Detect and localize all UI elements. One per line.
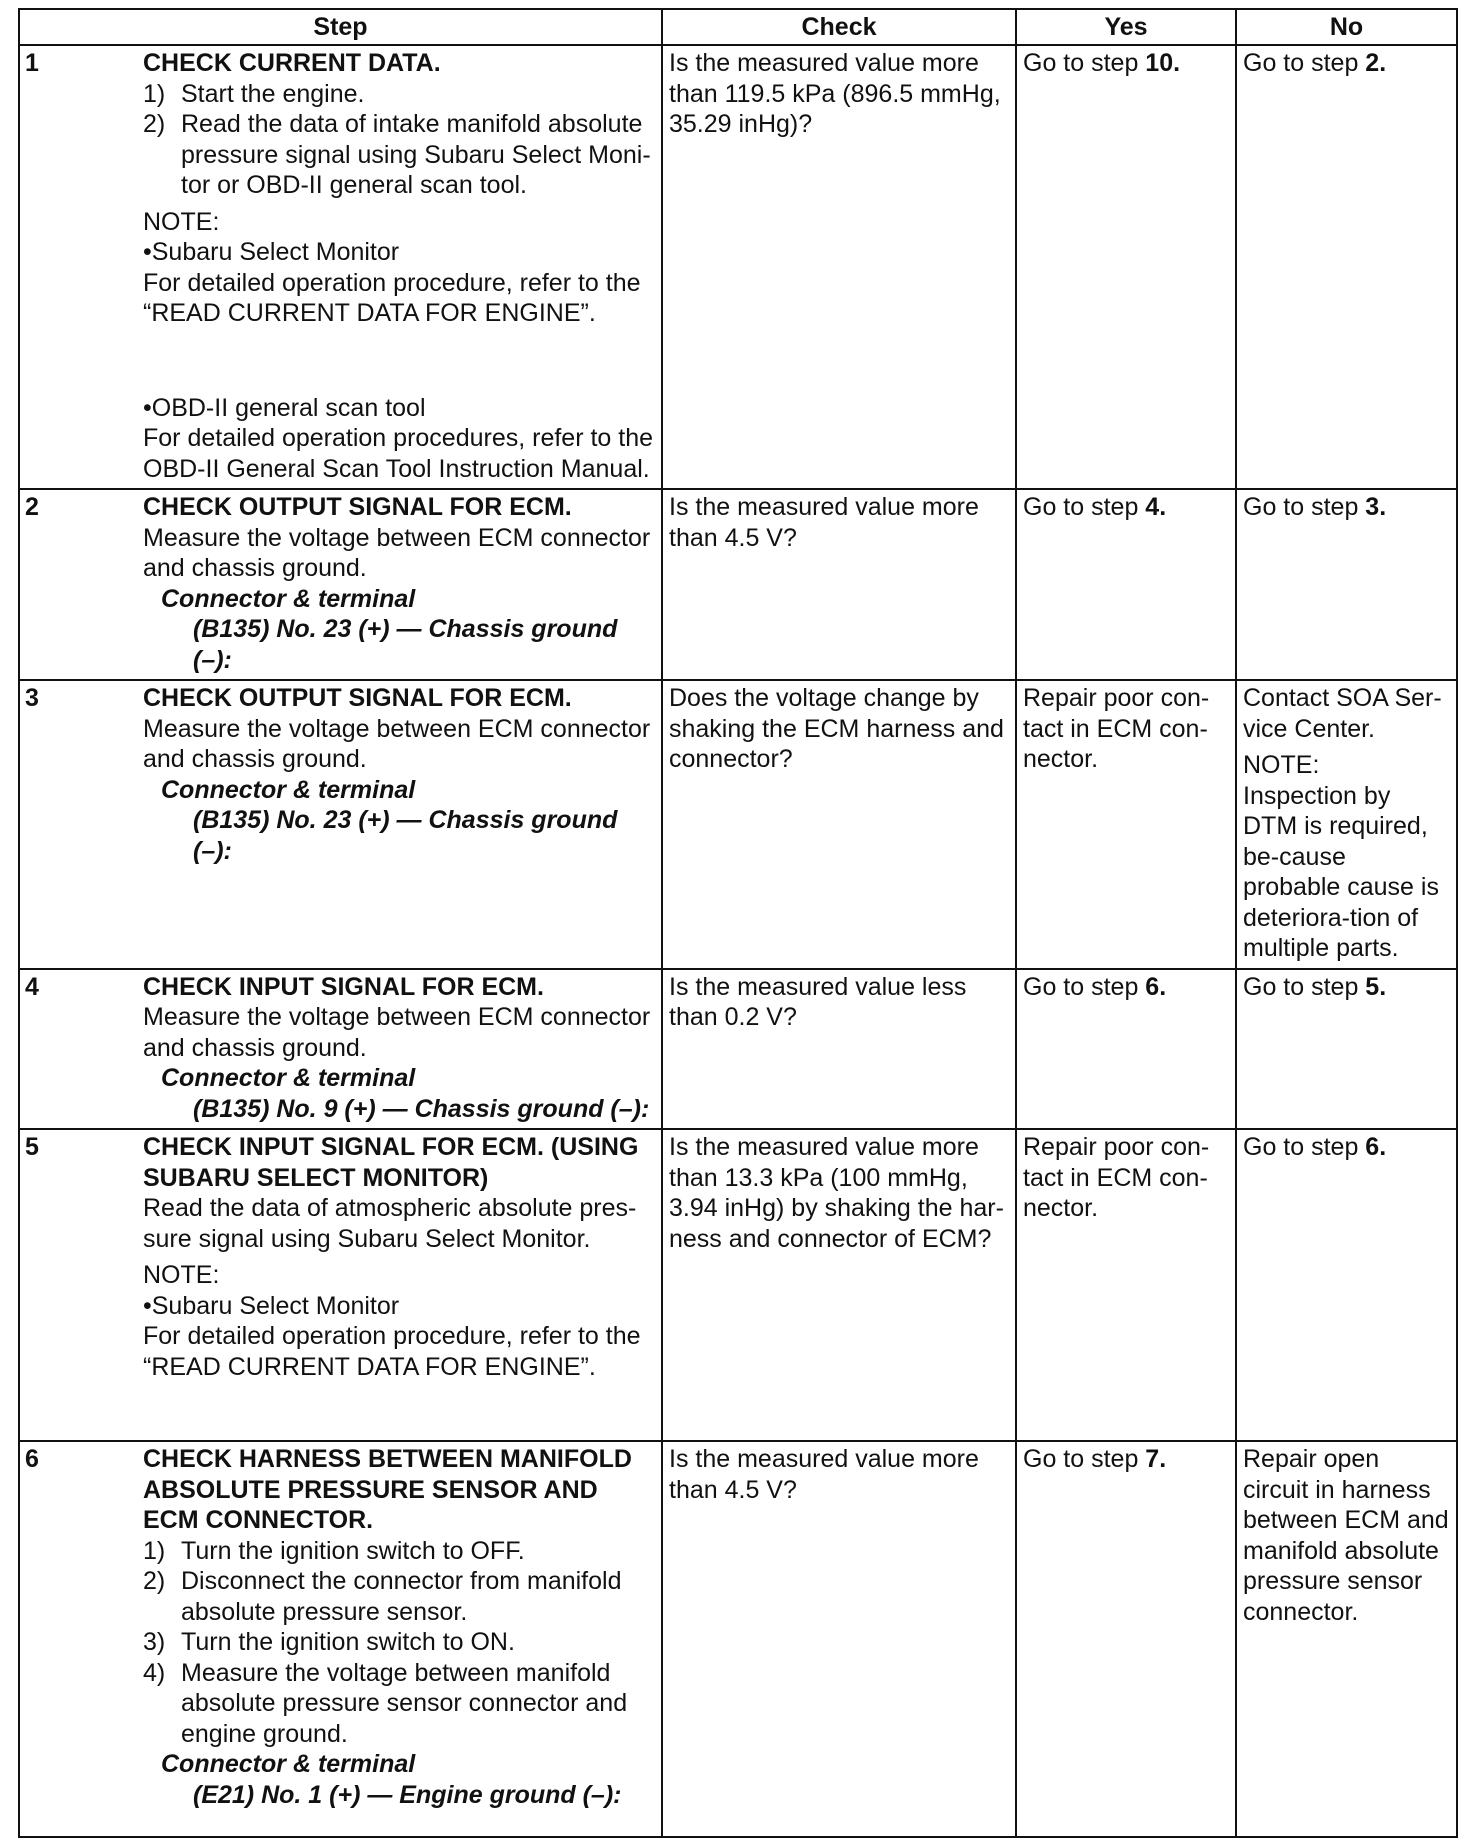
note-label: NOTE: — [1243, 751, 1320, 779]
header-no: No — [1236, 9, 1457, 45]
header-step: Step — [19, 9, 662, 45]
step-cell — [19, 45, 662, 489]
header-check: Check — [662, 9, 1016, 45]
list-item: 2) Read the data of intake manifold absolute pressure signal using Subaru Select Moni-tor or OBD-II general scan tool. — [143, 110, 651, 199]
step-number: 2 — [25, 493, 39, 521]
connector-terminal-spec: (B135) No. 23 (+) — Chassis ground (–): — [193, 806, 618, 865]
step-number: 5 — [25, 1133, 39, 1161]
step-number: 4 — [25, 972, 39, 1001]
step-number: 3 — [25, 684, 39, 712]
step-cell — [19, 489, 662, 680]
list-item: 1) Start the engine. — [143, 79, 365, 108]
table-row — [19, 489, 1457, 680]
check-cell: Does the voltage change by shaking the ECM harness and connector? — [662, 680, 1016, 969]
step-title: CHECK INPUT SIGNAL FOR ECM. (USING SUBARU SELECT MONITOR) — [143, 1133, 639, 1192]
table-row — [19, 1441, 1457, 1837]
step-cell — [19, 680, 662, 969]
no-cell: Go to step 3. — [1236, 489, 1457, 680]
check-cell: Is the measured value more than 13.3 kPa (100 mmHg, 3.94 inHg) by shaking the har-ness and connector of ECM? — [662, 1129, 1016, 1441]
table-row — [19, 1129, 1457, 1441]
connector-terminal-spec: (B135) No. 9 (+) — Chassis ground (–): — [193, 1094, 650, 1123]
table-row — [19, 680, 1457, 969]
check-cell: Is the measured value more than 4.5 V? — [662, 489, 1016, 680]
step-number: 1 — [25, 49, 39, 77]
note-label: NOTE: — [143, 207, 220, 236]
header-yes: Yes — [1016, 9, 1236, 45]
no-cell: Repair open circuit in harness between ECM and manifold absolute pressure sensor connector. — [1236, 1441, 1457, 1837]
table-header-row — [19, 9, 1457, 45]
step-cell — [19, 969, 662, 1130]
step-text: Measure the voltage between ECM connector and chassis ground. — [143, 523, 651, 582]
list-item: 2) Disconnect the connector from manifold absolute pressure sensor. — [143, 1567, 622, 1626]
yes-cell: Go to step 10. — [1016, 45, 1236, 489]
list-item: 4) Measure the voltage between manifold absolute pressure sensor connector and engine ground. — [143, 1658, 628, 1748]
note-text: For detailed operation procedure, refer to the “READ CURRENT DATA FOR ENGINE”. — [143, 1322, 641, 1381]
connector-terminal-spec: (B135) No. 23 (+) — Chassis ground (–): — [193, 615, 618, 674]
connector-terminal-label: Connector & terminal — [161, 1064, 416, 1092]
table-row — [19, 45, 1457, 489]
procedure-list — [143, 1536, 655, 1750]
yes-cell: Go to step 4. — [1016, 489, 1236, 680]
yes-cell: Go to step 6. — [1016, 969, 1236, 1130]
connector-terminal-spec: (E21) No. 1 (+) — Engine ground (–): — [193, 1780, 622, 1809]
check-cell: Is the measured value more than 119.5 kPa (896.5 mmHg, 35.29 inHg)? — [662, 45, 1016, 489]
no-cell: Go to step 5. — [1236, 969, 1457, 1130]
no-cell: Go to step 2. — [1236, 45, 1457, 489]
note-title: •Subaru Select Monitor — [143, 238, 400, 266]
no-text: Contact SOA Ser-vice Center. — [1243, 684, 1442, 743]
step-text: Measure the voltage between ECM connector and chassis ground. — [143, 714, 651, 773]
table-row — [19, 969, 1457, 1130]
note-label: NOTE: — [143, 1261, 220, 1289]
note-title: •OBD-II general scan tool — [143, 393, 426, 422]
step-text: Read the data of atmospheric absolute pres-sure signal using Subaru Select Monitor. — [143, 1194, 637, 1253]
no-cell — [1236, 680, 1457, 969]
step-cell — [19, 1129, 662, 1441]
diagnostic-table — [18, 8, 1458, 1838]
note-title: •Subaru Select Monitor — [143, 1291, 400, 1320]
check-cell: Is the measured value more than 4.5 V? — [662, 1441, 1016, 1837]
list-item: 1) Turn the ignition switch to OFF. — [143, 1536, 525, 1565]
note-text: For detailed operation procedures, refer to the OBD-II General Scan Tool Instruction Manual. — [143, 424, 654, 483]
step-title: CHECK OUTPUT SIGNAL FOR ECM. — [143, 684, 572, 712]
no-cell: Go to step 6. — [1236, 1129, 1457, 1441]
step-number: 6 — [25, 1445, 39, 1473]
check-cell: Is the measured value less than 0.2 V? — [662, 969, 1016, 1130]
step-text: Measure the voltage between ECM connector and chassis ground. — [143, 1003, 651, 1062]
step-title: CHECK INPUT SIGNAL FOR ECM. — [143, 972, 544, 1001]
step-title: CHECK CURRENT DATA. — [143, 49, 441, 77]
note-text: For detailed operation procedure, refer to the “READ CURRENT DATA FOR ENGINE”. — [143, 268, 641, 327]
yes-cell: Repair poor con-tact in ECM con-nector. — [1016, 1129, 1236, 1441]
connector-terminal-label: Connector & terminal — [161, 775, 416, 804]
step-title: CHECK OUTPUT SIGNAL FOR ECM. — [143, 493, 572, 521]
note-text: Inspection by DTM is required, be-cause probable cause is deteriora-tion of multiple parts. — [1243, 781, 1439, 962]
connector-terminal-label: Connector & terminal — [161, 584, 416, 613]
yes-cell: Go to step 7. — [1016, 1441, 1236, 1837]
procedure-list — [143, 79, 655, 201]
yes-cell: Repair poor con-tact in ECM con-nector. — [1016, 680, 1236, 969]
connector-terminal-label: Connector & terminal — [161, 1750, 416, 1778]
step-title: CHECK HARNESS BETWEEN MANIFOLD ABSOLUTE PRESSURE SENSOR AND ECM CONNECTOR. — [143, 1445, 632, 1534]
step-cell — [19, 1441, 662, 1837]
list-item: 3) Turn the ignition switch to ON. — [143, 1628, 515, 1656]
